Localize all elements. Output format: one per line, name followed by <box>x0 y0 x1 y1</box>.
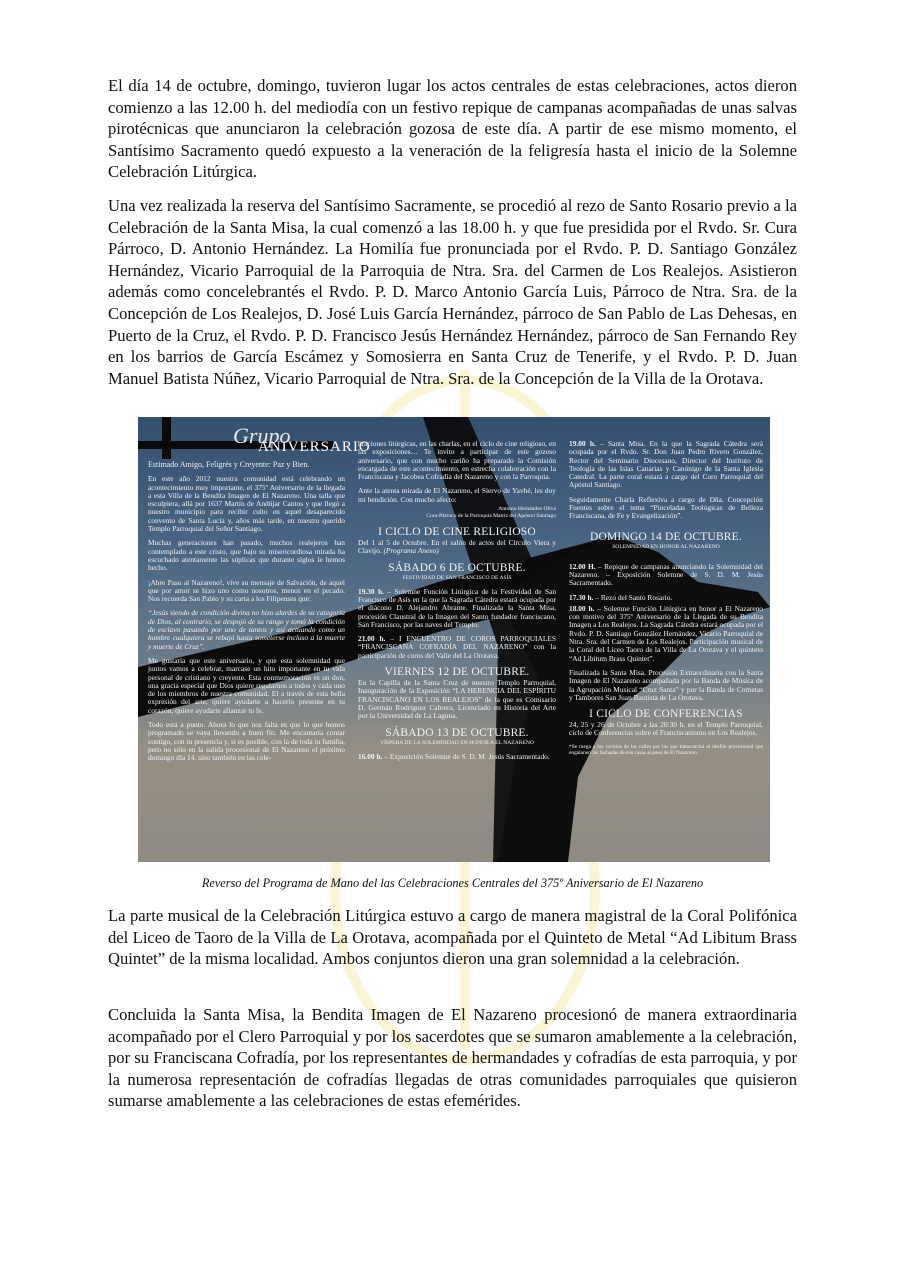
heading-viernes-12: VIERNES 12 DE OCTUBRE. <box>384 666 530 679</box>
program-image <box>138 417 770 862</box>
subheading: FESTIVIDAD DE SAN FRANCISCO DE ASÍS <box>402 574 512 581</box>
poster-text: Todo está a punto. Ahora lo que nos falta es que lo que hemos programado se vaya llevando a buen fin. Me encantaría contar contigo, con tu presencia y, si es posible, con la de toda tu familia, pero no sólo en la salida procesional de El Nazareno el próximo domingo día 14, sino también en las cele- <box>148 720 345 763</box>
heading-sabado-6: SÁBADO 6 DE OCTUBRE. <box>388 561 526 574</box>
figure-caption: Reverso del Programa de Mano del las Celebraciones Centrales del 375º Aniversario de El Nazareno <box>201 876 704 890</box>
poster-note: (Programa Anexo) <box>383 546 439 556</box>
poster-text: Seguidamente Charla Reflexiva a cargo de Dña. Concepción Fuentes sobre el tema “Pinceladas Teológicas de Belleza Franciscana, de Fe y Evangelización”. <box>569 494 763 521</box>
poster-quote: “Jesús siendo de condición divina no hizo alardes de su categoría de Dios, al contrario, se despojó de su rango y tomó la condición de esclavo pasando por uno de tantos y así actuando como un hombre cualquiera se rebajó hasta someterse incluso a la muerte y muerte de Cruz”. <box>148 608 345 651</box>
poster-text: – Repique de campanas anunciando la Solemnidad del Nazareno. – Exposición Solemne de S. D. M. Jesús Sacramentado. <box>569 561 763 588</box>
poster-title: ANIVERSARIO <box>258 439 371 455</box>
poster-text: En la Capilla de la Santa Cruz de nuestro Templo Parroquial, Inauguración de la Exposición “LA HERENCIA DEL ESPÍRITU FRANCISCANO EN LOS REALEJOS” de la que es Comisario D. Germán Rodríguez Cabrera, Licenciado en Historia del Arte por la Universidad de La Laguna. <box>358 678 556 721</box>
heading-domingo-14: DOMINGO 14 DE OCTUBRE. <box>590 530 742 543</box>
time: 17.30 h. <box>569 592 594 602</box>
poster-text: Me gustaría que este aniversario, y que esta solemnidad que juntos vamos a celebrar, marcase un hito importante en tu vida personal de cristiano y creyente. Esta conmemoración es un don, una gracia especial que Dios quiere regalarnos a todos y cada uno de los miembros de nuestra comunidad. El a través de esta bella expresión del arte, quiere ayudarte a hacerlo presente en tu corazón, quiere ayudarte afianzar tu fe. <box>148 655 345 715</box>
heading-cine: I CICLO DE CINE RELIGIOSO <box>378 526 536 539</box>
paragraph-4: Concluida la Santa Misa, la Bendita Imagen de El Nazareno procesionó de manera extraordinaria acompañado por el Clero Parroquial y por los sacerdotes que se sumaron amablemente a la celebración, por su Franciscana Cofradía, por los representantes de hermandades y cofradías de esta parroquia, y por la numerosa representación de cofradías llegadas de otras comunidades parroquiales que quisieron sumarse amablemente a las celebraciones de estas efemérides. <box>108 1005 797 1111</box>
heading-conferencias: I CICLO DE CONFERENCIAS <box>589 708 743 721</box>
poster-column-1 <box>148 461 345 769</box>
signature-name: Antonio Hernández Oliva <box>498 506 556 513</box>
poster-text: Del 1 al 5 de Octubre. En el salón de actos del Círculo Viera y Clavijo. <box>358 538 556 556</box>
poster-text: Finalizada la Santa Misa. Procesión Extraordinaria con la Santa Imagen de El Nazareno acompañada por la Banda de Música de la Agrupación Musical “Cruz Santa” y por la Banda de Cornetas y Tambores San Juan Bautista de La Orotava. <box>569 667 763 702</box>
poster-column-3 <box>569 440 763 763</box>
poster-title-script: Grupo <box>233 423 291 448</box>
subheading: VÍSPERA DE LA SOLEMNIDAD EN HONOR A EL NAZARENO <box>380 739 534 746</box>
greeting: Estimado Amigo, Feligrés y Creyente: Paz y Bien. <box>148 460 310 469</box>
paragraph-2: Una vez realizada la reserva del Santísimo Sacramente, se procedió al rezo de Santo Rosario previo a la Celebración de la Santa Misa, la cual comenzó a las 18.00 h. y que fue presidida por el Rvdo. Sr. Cura Párroco, D. Antonio Hernández. La Homilía fue pronunciada por el Rvdo. P. D. Santiago González Hernández, Vicario Parroquial de la Parroquia de Ntra. Sra. del Carmen de Los Realejos. Asistieron además como concelebrantés el Rvdo. P. D. Marco Antonio García Luis, Párroco de Ntra. Sra. de la Concepción de Los Realejos, D. José Luis García Hernández, párroco de San Pablo de Las Dehesas, en Puerto de la Cruz, el Rvdo. P. D. Francisco Jesús Hernández Hernández, párroco de San Fernando Rey en los barrios de García Escámez y Somosierra en Santa Cruz de Tenerife, y el Rvdo. P. D. Juan Manuel Batista Núñez, Vicario Parroquial de Ntra. Sra. de la Concepción de la Villa de la Orotava. <box>108 196 797 388</box>
poster-text: 24, 25 y 26 de Octubre a las 20:30 h. en el Templo Parroquial, ciclo de Conferencias sobre el Franciscanismo en Los Realejos. <box>569 720 763 738</box>
poster-text: En este año 2012 nuestra comunidad está celebrando un acontecimiento muy importante, el 375º Aniversario de la llegada a esta Villa de la Bendita Imagen de El Nazareno. Una talla que esculpiera, allá por 1637 Martín de Andújar Cantos y que llegó a nuestro municipio para recibir culto en aquel desaparecido convento de Santa Lucía y, años más tarde, en nuestro querido Templo Parroquial del Señor Santiago. <box>148 474 345 534</box>
poster-text: – Santa Misa. En la que la Sagrada Cátedra será ocupada por el Rvdo. Sr. Don Juan Pedro Rivero González, Rector del Seminario Diocesano, Director del Instituto de Teología de las Islas Canarias y Canónigo de la Santa Iglesia Catedral. La parte coral estará a cargo del Coro Parroquial del Apóstol Santiago. <box>569 439 763 490</box>
paragraph-3: La parte musical de la Celebración Litúrgica estuvo a cargo de manera magistral de la Coral Polifónica del Liceo de Taoro de la Villa de La Orotava, acompañada por el Quinteto de Metal “Ad Libitum Brass Quintet” de la misma localidad. Ambos conjuntos dieron una gran solemnidad a la celebración. <box>108 906 797 969</box>
poster-text: Muchas generaciones han pasado, muchos realejeros han contemplado a este cristo, que bajo su misericordiosa mirada ha escuchado atentamente las súplicas que durante siglos le hemos hecho. <box>148 538 345 573</box>
time: 12.00 H. <box>569 561 596 571</box>
subheading: SOLEMNIDAD EN HONOR AL NAZARENO <box>612 543 720 550</box>
signature-role: Cura-Párroco de la Parroquia Matriz del Apóstol Santiago <box>426 513 556 520</box>
poster-column-2 <box>358 440 556 767</box>
time: 16.00 h. <box>358 751 383 761</box>
poster-text: ¡Abre Paso al Nazareno!, vive su mensaje de Salvación, de aquel que por amor se hizo uno como nosotros, menos en el pecado. Nos recuerda San Pablo y su carta a los Filipenses que: <box>148 577 345 604</box>
poster-text: – Exposición Solemne de S. D. M. Jesús Sacramentado. <box>382 751 550 761</box>
cross-vertical-bar <box>162 417 171 459</box>
poster-text: Ante la atenta mirada de El Nazareno, el Siervo de Yavhé, les doy mi bendición. Con mucho afecto: <box>358 486 556 504</box>
poster-footnote: *Se ruega a los vecinos de las calles por las que transcurrirá el desfile procesional que engalanen las fachadas de sus casas al paso de El Nazareno. <box>569 743 763 757</box>
paragraph-1: El día 14 de octubre, domingo, tuvieron lugar los actos centrales de estas celebraciones, actos dieron comienzo a las 12.00 h. del mediodía con un festivo repique de campanas acompañadas de unas salvas pirotécnicas que anunciaron la celebración gozosa de este día. A partir de ese mismo momento, el Santísimo Sacramento quedó expuesto a la veneración de la feligresía hasta el inicio de la Solemne Celebración Litúrgica. <box>108 76 797 182</box>
time: 19.30 h. <box>358 586 384 596</box>
poster-text: – Solemne Función Litúrgica de la Festividad de San Francisco de Asís en la que la Sagrada Cátedra estará ocupada por el diácono D. Alejandro Abrante. Finalizada la Santa Misa, procesión Claustral de la Imagen del Santo fundador franciscano, San Francisco, por las naves del Templo. <box>358 586 557 629</box>
time: 18.00 h. <box>569 603 595 613</box>
poster-text: – Solemne Función Litúrgica en honor a El Nazareno con motivo del 375º Aniversario de la Llegada de su Bendita Imagen a Los Realejos. La Sagrada Cátedra estará ocupada por el Rvdo. P. D. Santiago González Hernández, Vicario Parroquial de Ntra. Sra. del Carmen de Los Realejos. Participación musical de la Coral del Liceo Taoro de la Villa de La Orotava y el quinteto “Ad Libitum Brass Quintet”. <box>569 603 763 663</box>
time: 19.00 h. <box>569 439 596 448</box>
time: 21.00 h. <box>358 634 386 644</box>
poster-text: braciones litúrgicas, en las charlas, en el ciclo de cine religioso, en las exposiciones… Te invito a participar de este gozoso aniversario, que con mucho cariño ha preparado la Comisión encargada de este acontecimiento, en estrecha colaboración con la Franciscana y Jacobea Cofradía del Nazareno y con la Parroquia. <box>358 439 556 482</box>
poster-text: – I ENCUENTRO DE COROS PARROQUIALES “FRANCISCANA COFRADÍA DEL NAZARENO” con la participación de coros del Valle del La Orotava. <box>358 634 556 660</box>
heading-sabado-13: SÁBADO 13 DE OCTUBRE. <box>385 726 529 739</box>
poster-text: – Rezo del Santo Rosario. <box>593 592 673 602</box>
